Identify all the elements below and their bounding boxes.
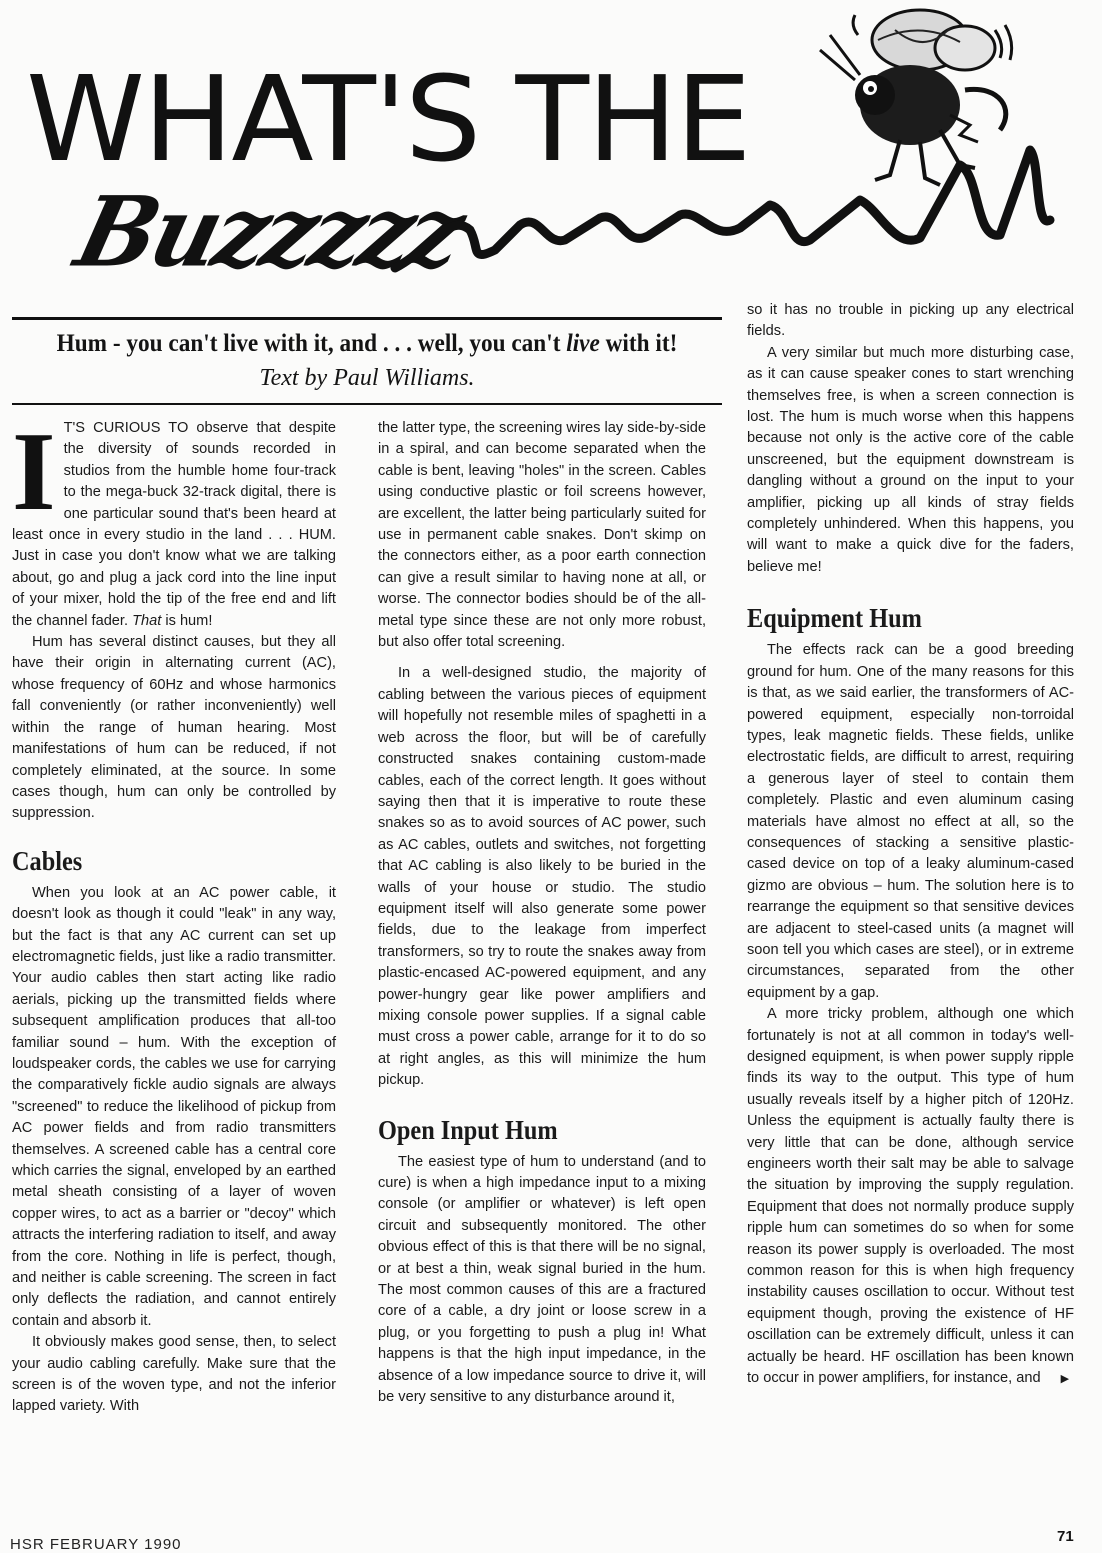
paragraph: so it has no trouble in picking up any electrical fields. <box>747 302 1074 340</box>
drop-cap: I <box>12 410 56 534</box>
issue-footer: HSR FEBRUARY 1990 <box>10 1536 182 1553</box>
page-title: WHAT'S THE <box>26 50 750 188</box>
header-rule-bottom <box>12 403 722 405</box>
paragraph: A more tricky problem, although one which fortunately is not at all common in today's well-designed equipment, is when power supply ripple finds its way to the output. This type of hum usually reveals itself by a higher pitch of 120Hz. Unless the equipment is actually faulty there is very little that can be done, although service engineers worth their salt may be able to salvage the situation by improving the supply regulation. Equipment that does not normally produce supply ripple hum can sometimes do so when for some reason its power supply is overloaded. The most common reason for this is when high frequency instability causes oscillation to occur. Without test equipment though, proving the existence of HF oscillation can be extremely difficult, unless it can actually be heard. HF oscillation has been known to occur in power amplifiers, for instance, and ▶ <box>747 1004 1074 1390</box>
paragraph: When you look at an AC power cable, it doesn't look as though it could "leak" in any way, but the fact is that any AC current can set up electromagnetic fields, just like a radio transmitter. Your audio cables then start acting like radio aerials, picking up the transmitted fields where subsequent amplification produces that all-too familiar sound – hum. With the exception of loudspeaker cords, the cables we use for carrying the comparatively fickle audio signals are always "screened" to reduce the likelihood of pickup from AC power fields and from radio transmitters themselves. A screened cable has a central core which carries the signal, enveloped by an earthed metal sheath consisting of a layer of woven copper wires, to act as a barrier or "decoy" which attracts the interfering radiation to itself, and away from the core. Nothing in life is perfect, though, and neither is cable screening. The screen in fact only deflects the radiation, and cannot entirely contain and absorb it. <box>12 884 336 1329</box>
article-column-3 <box>747 300 1074 1391</box>
article-column-2 <box>378 418 706 1408</box>
title-script-buzz: Buzzzzz <box>65 175 473 289</box>
paragraph: the latter type, the screening wires lay side-by-side in a spiral, and can become separated when the cable is bent, leaving "holes" in the screen. Cables using conductive plastic or foil screens however, are excellent, the latter being particularly suited for use in permanent cable snakes. Don't skimp on the connectors either, as a poor earth connection can give a result similar to having none at all, or worse. The connector bodies should be of the all-metal type since these are not only more robust, but also offer total screening. <box>378 420 706 651</box>
paragraph: Hum has several distinct causes, but they all have their origin in alternating current (AC), whose frequency of 60Hz and whose harmonics fall conveniently (or rather inconveniently) well within the range of human hearing. Most manifestations of hum can be reduced, if not completely eliminated, at the source. In some cases though, hum can only be controlled by suppression. <box>12 634 336 822</box>
section-heading-equipment-hum: Equipment Hum <box>747 603 922 634</box>
continue-arrow-icon: ▶ <box>1060 1373 1070 1386</box>
intro-paragraph: I T'S CURIOUS TO observe that despite the diversity of sounds recorded in studios from the humble home four-track to the mega-buck 32-track digital, there is one particular sound that's been heard at least once in every studio in the land . . . HUM. Just in case you don't know what we are talking about, go and plug a jack cord into the line input of your mixer, hold the tip of the free end and lift the channel fader. That is hum! <box>12 410 336 629</box>
paragraph: The effects rack can be a good breeding ground for hum. One of the many reasons for this is that, as we said earlier, the transformers of AC-powered equipment, especially non-torroidal types, leak magnetic fields. These fields, unlike electrostatic fields, are difficult to arrest, requiring a generous layer of steel to contain them completely. Plastic and even aluminum casing materials have almost no effect at all, so the consequences of stacking a sensitive plastic-cased device on top of a leaky aluminum-cased gizmo are obvious – hum. The solution here is to rearrange the equipment so that sensitive devices are adjacent to steel-cased units (a magnet will soon tell you which cases are steel), or in extreme circumstances, separated from the other equipment by a gap. <box>747 642 1074 1001</box>
standfirst: Hum - you can't live with it, and . . . well, you can't live with it! <box>56 330 678 357</box>
page-number: 71 <box>1057 1528 1074 1545</box>
paragraph: It obviously makes good sense, then, to select your audio cabling carefully. Make sure that the screen is of the woven type, and not the inferior lapped variety. With <box>12 1334 336 1415</box>
header-rule-top <box>12 317 722 320</box>
fly-illustration-icon <box>800 0 1040 200</box>
paragraph: In a well-designed studio, the majority of cabling between the various pieces of equipment will hopefully not resemble miles of spaghetti in a web across the floor, but will be of carefully constructed snakes containing custom-made cables, each of the correct length. It goes without saying then that it is imperative to route these snakes so as to avoid sources of AC power, such as AC cables, outlets and switches, not forgetting that AC cabling is also likely to be buried in the walls of your house or studio. The studio equipment itself will also generate some power fields, due to the leakage from imperfect transformers, so try to route the snakes away from plastic-encased AC-powered equipment, and any power-hungry gear like power amplifiers and mixing console power supplies. If a signal cable must cross a power cable, arrange for it to do so at right angles, as this will minimize the hum pickup. <box>378 665 706 1089</box>
byline: Text by Paul Williams. <box>259 365 475 391</box>
article-column-1 <box>12 410 336 1418</box>
section-heading-cables: Cables <box>12 845 83 876</box>
paragraph: A very similar but much more disturbing case, as it can cause speaker cones to start wrenching themselves free, is when a screen connection is lost. The hum is much worse when this happens because not only is the active core of the cable unscreened, but the equipment downstream is dangling without a ground on the input to your amplifier, picking up all kinds of stray fields completely unhindered. When this happens, you will want to make a quick dive for the faders, believe me! <box>747 344 1074 575</box>
section-heading-open-input-hum: Open Input Hum <box>378 1114 558 1145</box>
paragraph: The easiest type of hum to understand (and to cure) is when a high impedance input to a mixing console (or amplifier or whatever) is left open circuit and subsequently monitored. The other obvious effect of this is that there will be no signal, or at best a thin, weak signal buried in the hum. The most common causes of this are a fractured core of a cable, a dry joint or loose screw in a plug, or you forgetting to push a plug in! What happens is that the high input impedance, in the absence of a low impedance source to drive it, will be very sensitive to any disturbance around it, <box>378 1153 706 1406</box>
